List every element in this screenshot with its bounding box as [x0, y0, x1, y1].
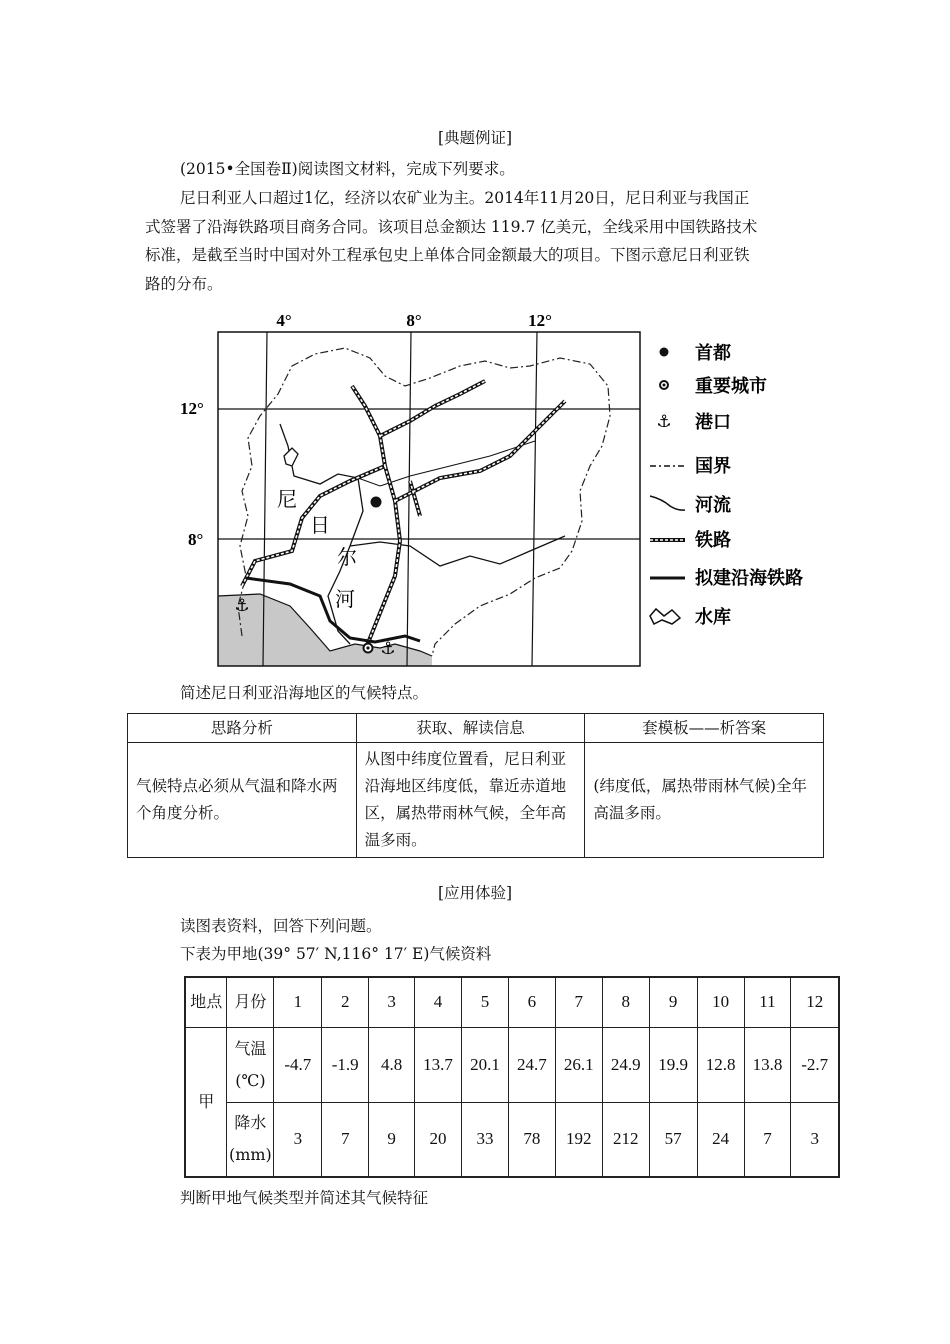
- question-1: 简述尼日利亚沿海地区的气候特点。: [180, 684, 429, 702]
- month-cell: 6: [508, 977, 555, 1027]
- temperature-cell: 24.7: [508, 1027, 555, 1102]
- temperature-cell: -4.7: [274, 1027, 322, 1102]
- precipitation-cell: 33: [462, 1102, 509, 1177]
- river-benue: [350, 536, 565, 566]
- month-cell: 9: [649, 977, 697, 1027]
- analysis-cell-3: (纬度低，属热带雨林气候)全年高温多雨。: [585, 743, 824, 858]
- analysis-cell-1: 气候特点必须从气温和降水两个角度分析。: [128, 743, 357, 858]
- lat-label-12: 12°: [180, 399, 204, 418]
- svg-text:首都: 首都: [695, 343, 731, 364]
- precipitation-cell: 7: [322, 1102, 369, 1177]
- lat-label-8: 8°: [188, 530, 204, 549]
- svg-text:重要城市: 重要城市: [695, 376, 767, 397]
- temperature-cell: 12.8: [697, 1027, 744, 1102]
- table-caption: 下表为甲地(39° 57′ N,116° 17′ E)气候资料: [180, 945, 492, 963]
- instruction-text: 读图表资料，回答下列问题。: [180, 917, 382, 935]
- month-cell: 8: [602, 977, 649, 1027]
- temperature-cell: 13.7: [415, 1027, 462, 1102]
- port-icon: ⚓: [656, 412, 672, 432]
- month-cell: 12: [791, 977, 839, 1027]
- temperature-cell: 19.9: [649, 1027, 697, 1102]
- temperature-cell: 20.1: [462, 1027, 509, 1102]
- precipitation-label: 降水 (mm): [227, 1102, 274, 1177]
- paragraph-line-3: 标准，是截至当时中国对外工程承包史上单体合同金额最大的项目。下图示意尼日利亚铁: [145, 246, 750, 264]
- precipitation-cell: 20: [415, 1102, 462, 1177]
- analysis-header-3: 套模板——析答案: [585, 714, 824, 743]
- place-header: 地点: [185, 977, 227, 1027]
- svg-text:河流: 河流: [695, 495, 731, 516]
- month-cell: 7: [555, 977, 602, 1027]
- lon-label-8: 8°: [406, 311, 422, 330]
- reservoir-kainji: [284, 448, 298, 466]
- climate-table: [184, 976, 840, 1178]
- precipitation-cell: 78: [508, 1102, 555, 1177]
- precipitation-cell: 3: [791, 1102, 839, 1177]
- paragraph-line-4: 路的分布。: [145, 275, 223, 293]
- temperature-cell: -2.7: [791, 1027, 839, 1102]
- precipitation-cell: 9: [369, 1102, 415, 1177]
- precipitation-cell: 7: [744, 1102, 791, 1177]
- capital-icon: [660, 348, 669, 357]
- month-cell: 11: [744, 977, 791, 1027]
- month-cell: 3: [369, 977, 415, 1027]
- month-cell: 10: [697, 977, 744, 1027]
- country-char-1: 尼: [277, 487, 297, 511]
- svg-text:水库: 水库: [695, 607, 731, 628]
- port-lagos: ⚓: [234, 596, 250, 616]
- capital-abuja: [371, 497, 382, 508]
- temperature-cell: 24.9: [602, 1027, 649, 1102]
- analysis-header-2: 获取、解读信息: [356, 714, 585, 743]
- nigeria-railway-map: [180, 306, 840, 678]
- lon-label-12: 12°: [528, 311, 552, 330]
- section-heading-examples: [典题例证]: [437, 129, 513, 147]
- paragraph-line-1: 尼日利亚人口超过1亿，经济以农矿业为主。2014年11月20日，尼日利亚与我国正: [180, 189, 750, 207]
- month-cell: 5: [462, 977, 509, 1027]
- temperature-cell: 26.1: [555, 1027, 602, 1102]
- temperature-cell: -1.9: [322, 1027, 369, 1102]
- temperature-cell: 4.8: [369, 1027, 415, 1102]
- month-cell: 2: [322, 977, 369, 1027]
- precipitation-cell: 3: [274, 1102, 322, 1177]
- intro-text: (2015•全国卷Ⅱ)阅读图文材料，完成下列要求。: [180, 160, 515, 178]
- precipitation-cell: 212: [602, 1102, 649, 1177]
- lon-label-4: 4°: [276, 311, 292, 330]
- temperature-label: 气温 (℃): [227, 1027, 274, 1102]
- svg-text:铁路: 铁路: [695, 530, 731, 551]
- reservoir-icon: [650, 609, 680, 624]
- svg-text:港口: 港口: [695, 412, 731, 433]
- precipitation-cell: 57: [649, 1102, 697, 1177]
- place-cell: 甲: [185, 1027, 227, 1177]
- map-legend: [650, 342, 803, 628]
- analysis-header-1: 思路分析: [128, 714, 357, 743]
- country-char-2: 日: [310, 513, 330, 537]
- country-char-4: 河: [335, 587, 355, 611]
- month-cell: 1: [274, 977, 322, 1027]
- temperature-cell: 13.8: [744, 1027, 791, 1102]
- svg-text:国界: 国界: [695, 456, 731, 477]
- paragraph-line-2: 式签署了沿海铁路项目商务合同。该项目总金额达 119.7 亿美元，全线采用中国铁路技术: [145, 218, 758, 236]
- month-cell: 4: [415, 977, 462, 1027]
- analysis-cell-2: 从图中纬度位置看，尼日利亚沿海地区纬度低，靠近赤道地区，属热带雨林气候，全年高温多雨。: [356, 743, 585, 858]
- port-east: ⚓: [380, 639, 396, 659]
- month-header: 月份: [227, 977, 274, 1027]
- river-icon: [650, 496, 685, 510]
- precipitation-cell: 24: [697, 1102, 744, 1177]
- section-heading-practice: [应用体验]: [437, 884, 513, 902]
- country-char-3: 尔: [337, 545, 357, 569]
- svg-text:拟建沿海铁路: 拟建沿海铁路: [695, 568, 803, 589]
- analysis-table: [127, 713, 824, 858]
- question-2: 判断甲地气候类型并简述其气候特征: [180, 1189, 429, 1207]
- precipitation-cell: 192: [555, 1102, 602, 1177]
